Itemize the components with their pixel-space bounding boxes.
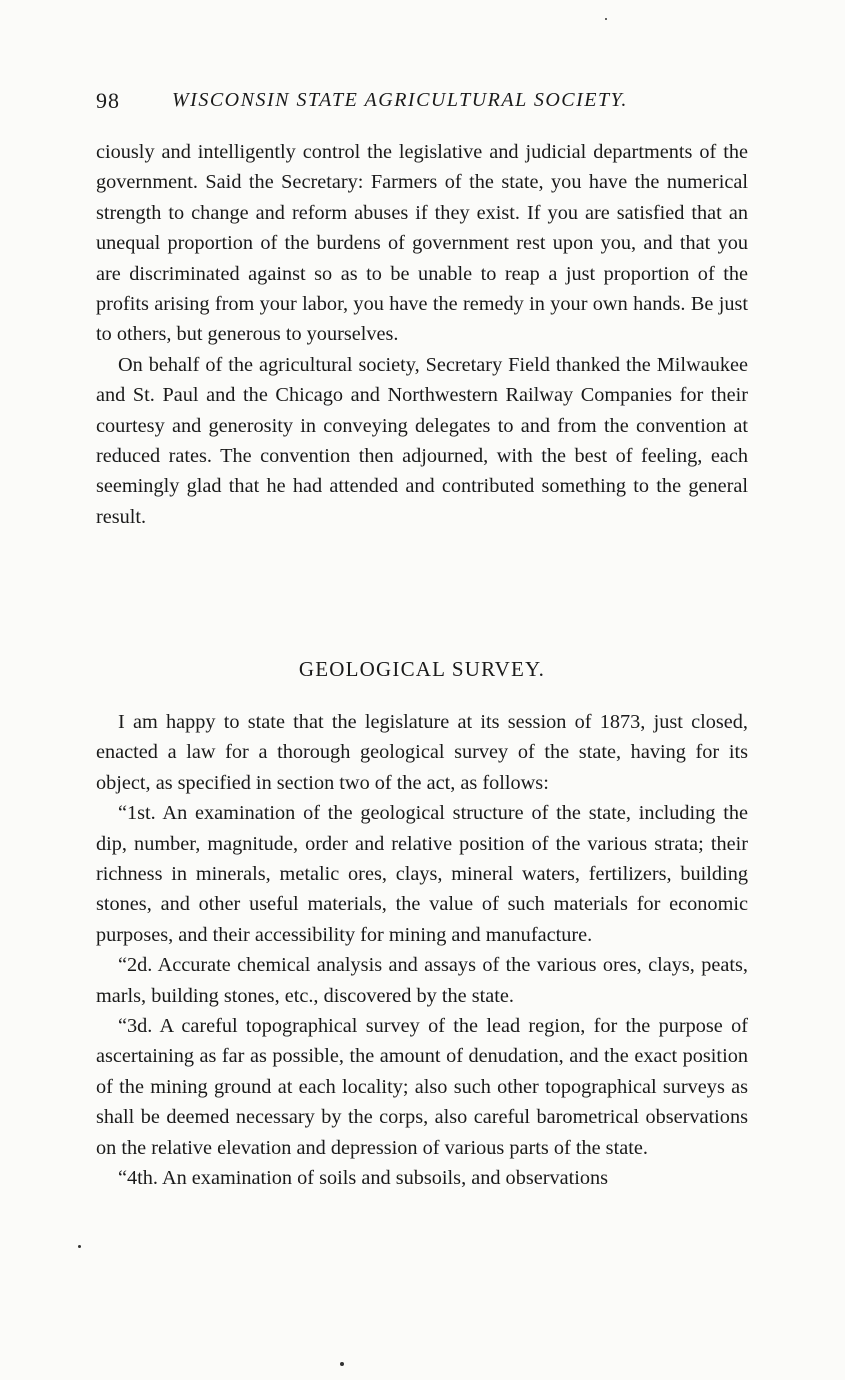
section-heading: GEOLOGICAL SURVEY. [298,657,546,681]
print-speck [78,1245,81,1248]
print-speck [605,18,607,20]
print-speck [340,1362,344,1366]
paragraph-item-1st: “1st. An examination of the geological structure of the state, including the dip, number, magnitude, order and relative position of the various strata; their richness in minerals, metalic ores, clays, mineral waters, fertilizers, building stones, and other useful materials, the value of such materials for economic purposes, and their accessibility for mining and manufacture. [96,802,748,946]
paragraph-intro: I am happy to state that the legislature at its session of 1873, just closed, enacted a law for a thorough geological survey of the state, having for its object, as specified in section two of the act, as follows: [96,711,748,794]
paragraph-item-4th: “4th. An examination of soils and subsoils, and observations [118,1167,609,1190]
paragraph-item-3d: “3d. A careful topographical survey of the lead region, for the purpose of ascertaining as far as possible, the amount of denudation, and the exact position of the mining ground at each locality; also such other topographical surveys as shall be deemed necessary by the corps, also careful barometrical observations on the relative elevation and depression of various parts of the state. [96,1015,748,1159]
geological-survey-text-block [96,707,748,1194]
page-number: 98 [96,88,120,113]
convention-text-block [96,137,748,532]
running-head [96,88,756,118]
paragraph-item-2d: “2d. Accurate chemical analysis and assays of the various ores, clays, peats, marls, building stones, etc., discovered by the state. [96,954,748,1007]
paragraph-railway-thanks: On behalf of the agricultural society, Secretary Field thanked the Milwaukee and St. Paul and the Chicago and Northwestern Railway Companies for their courtesy and generosity in conveying delegates to and from the convention at reduced rates. The convention then adjourned, with the best of feeling, each seemingly glad that he had attended and contributed something to the general result. [96,353,748,528]
paragraph-continued: ciously and intelligently control the legislative and judicial departments of the government. Said the Secretary: Farmers of the state, you have the numerical strength to change and reform abuses if they exist. If you are satisfied that an unequal proportion of the burdens of government rest upon you, and that you are discriminated against so as to be unable to reap a just proportion of the profits arising from your labor, you have the remedy in your own hands. Be just to others, but generous to yourselves. [96,141,748,346]
running-title: WISCONSIN STATE AGRICULTURAL SOCIETY. [172,89,628,111]
